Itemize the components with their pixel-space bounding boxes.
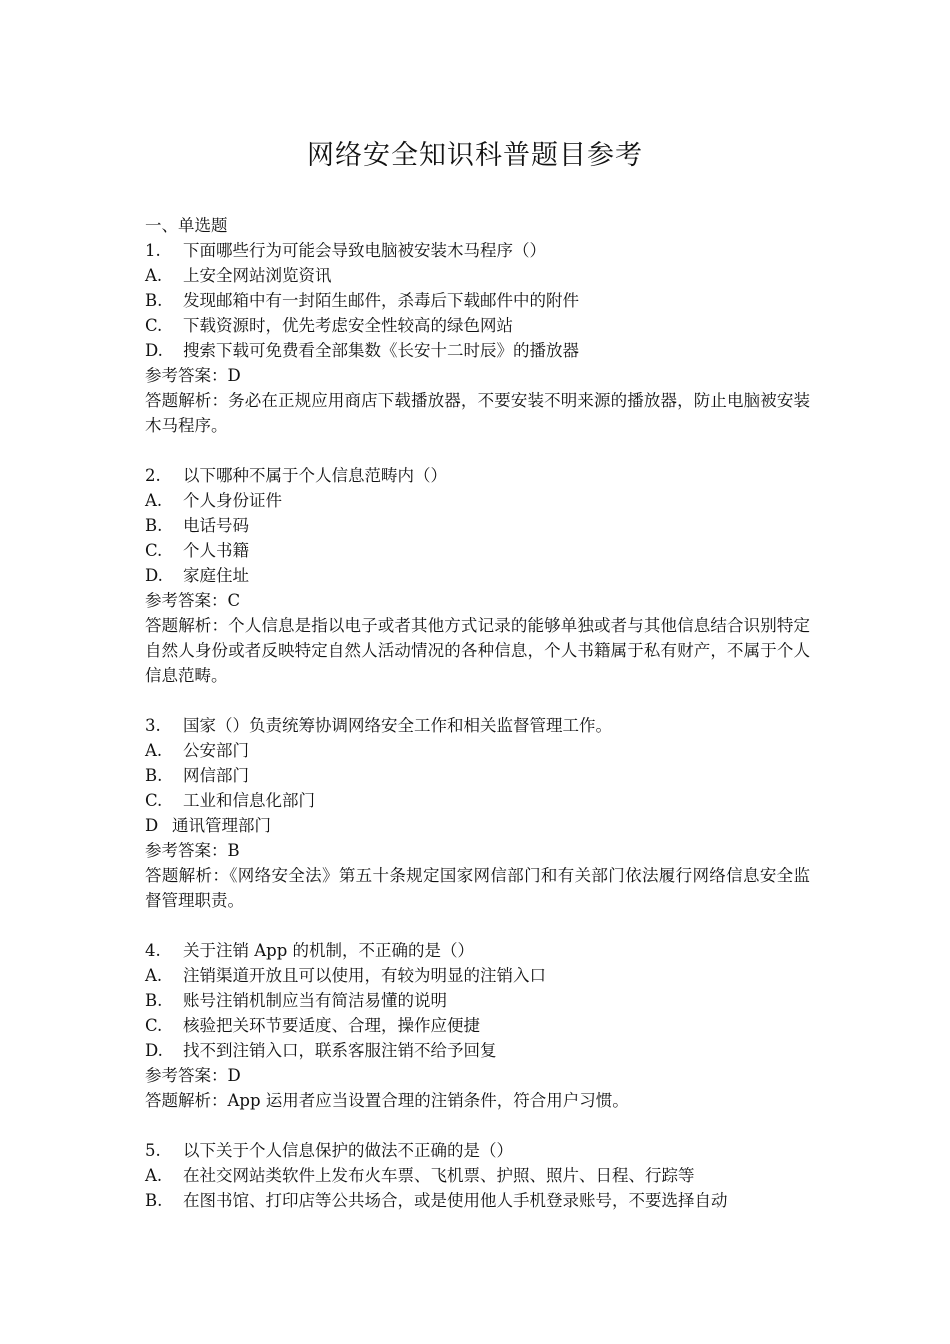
question-stem [145,713,810,738]
answer-line: 参考答案：D [145,1066,241,1085]
option-label: C. [145,316,163,335]
document-title: 网络安全知识科普题目参考 [307,140,643,171]
option-text: 公安部门 [183,741,249,760]
option-text: 找不到注销入口，联系客服注销不给予回复 [183,1041,497,1060]
question-stem [145,238,810,263]
question-text: 关于注销 App 的机制，不正确的是（） [183,941,475,960]
question-text: 下面哪些行为可能会导致电脑被安装木马程序（） [183,241,546,260]
option-c [145,538,810,563]
option-label: D. [145,341,163,360]
option-text: 下载资源时，优先考虑安全性较高的绿色网站 [183,316,513,335]
question-4 [145,938,810,1113]
answer-line: 参考答案：D [145,366,241,385]
question-number: 5. [145,1141,161,1160]
option-text: 在社交网站类软件上发布火车票、飞机票、护照、照片、日程、行踪等 [183,1166,695,1185]
option-label: D. [145,1041,163,1060]
option-label: A. [145,491,163,510]
option-text: 电话号码 [183,516,249,535]
option-label: B. [145,291,163,310]
spacer [145,438,810,463]
option-label: A. [145,1166,163,1185]
option-b [145,1188,810,1213]
question-number: 1. [145,241,161,260]
spacer [145,688,810,713]
analysis-paragraph: 答题解析：务必在正规应用商店下载播放器，不要安装不明来源的播放器，防止电脑被安装木马程序。 [145,391,810,435]
option-d [145,563,810,588]
option-text: 家庭住址 [183,566,249,585]
option-label: B. [145,991,163,1010]
question-1 [145,238,810,438]
option-label: C. [145,541,163,560]
option-text: 个人书籍 [183,541,249,560]
option-label: A. [145,741,163,760]
question-text: 国家（）负责统筹协调网络安全工作和相关监督管理工作。 [183,716,612,735]
question-number: 3. [145,716,161,735]
option-a [145,1163,810,1188]
answer-line: 参考答案：B [145,841,240,860]
option-label: B. [145,516,163,535]
analysis-paragraph: 答题解析：App 运用者应当设置合理的注销条件，符合用户习惯。 [145,1091,629,1110]
option-label: A. [145,966,163,985]
question-stem [145,1138,810,1163]
option-label: C. [145,791,163,810]
option-label: C. [145,1016,163,1035]
option-d [145,813,810,838]
option-b [145,763,810,788]
option-text: 个人身份证件 [183,491,282,510]
question-text: 以下哪种不属于个人信息范畴内（） [183,466,447,485]
question-text: 以下关于个人信息保护的做法不正确的是（） [183,1141,513,1160]
option-text: 发现邮箱中有一封陌生邮件，杀毒后下载邮件中的附件 [183,291,579,310]
option-text: 在图书馆、打印店等公共场合，或是使用他人手机登录账号，不要选择自动 [183,1191,728,1210]
option-text: 网信部门 [183,766,249,785]
option-b [145,288,810,313]
question-stem [145,463,810,488]
question-number: 2. [145,466,161,485]
question-3 [145,713,810,913]
option-c [145,313,810,338]
option-label: B. [145,766,163,785]
option-text: 注销渠道开放且可以使用，有较为明显的注销入口 [183,966,546,985]
option-text: 搜索下载可免费看全部集数《长安十二时辰》的播放器 [183,341,579,360]
option-text: 通讯管理部门 [172,816,271,835]
question-number: 4. [145,941,161,960]
answer-line: 参考答案：C [145,591,241,610]
spacer [145,1113,810,1138]
option-b [145,513,810,538]
question-5 [145,1138,810,1213]
spacer [145,913,810,938]
option-label: B. [145,1191,163,1210]
option-d [145,1038,810,1063]
option-text: 核验把关环节要适度、合理，操作应便捷 [183,1016,480,1035]
question-2 [145,463,810,688]
question-stem [145,938,810,963]
option-a [145,263,810,288]
analysis-paragraph: 答题解析：个人信息是指以电子或者其他方式记录的能够单独或者与其他信息结合识别特定自然人身份或者反映特定自然人活动情况的各种信息，个人书籍属于私有财产，不属于个人信息范畴。 [145,616,810,685]
option-d [145,338,810,363]
option-b [145,988,810,1013]
option-text: 账号注销机制应当有简洁易懂的说明 [183,991,447,1010]
option-label: D [145,816,159,835]
option-label: A. [145,266,163,285]
option-a [145,488,810,513]
option-c [145,788,810,813]
option-label: D. [145,566,163,585]
option-c [145,1013,810,1038]
analysis-paragraph: 答题解析：《网络安全法》第五十条规定国家网信部门和有关部门依法履行网络信息安全监督管理职责。 [145,866,810,910]
option-a [145,738,810,763]
option-text: 工业和信息化部门 [183,791,315,810]
document-body [145,213,810,1213]
option-a [145,963,810,988]
section-heading: 一、单选题 [145,216,228,235]
option-text: 上安全网站浏览资讯 [183,266,332,285]
